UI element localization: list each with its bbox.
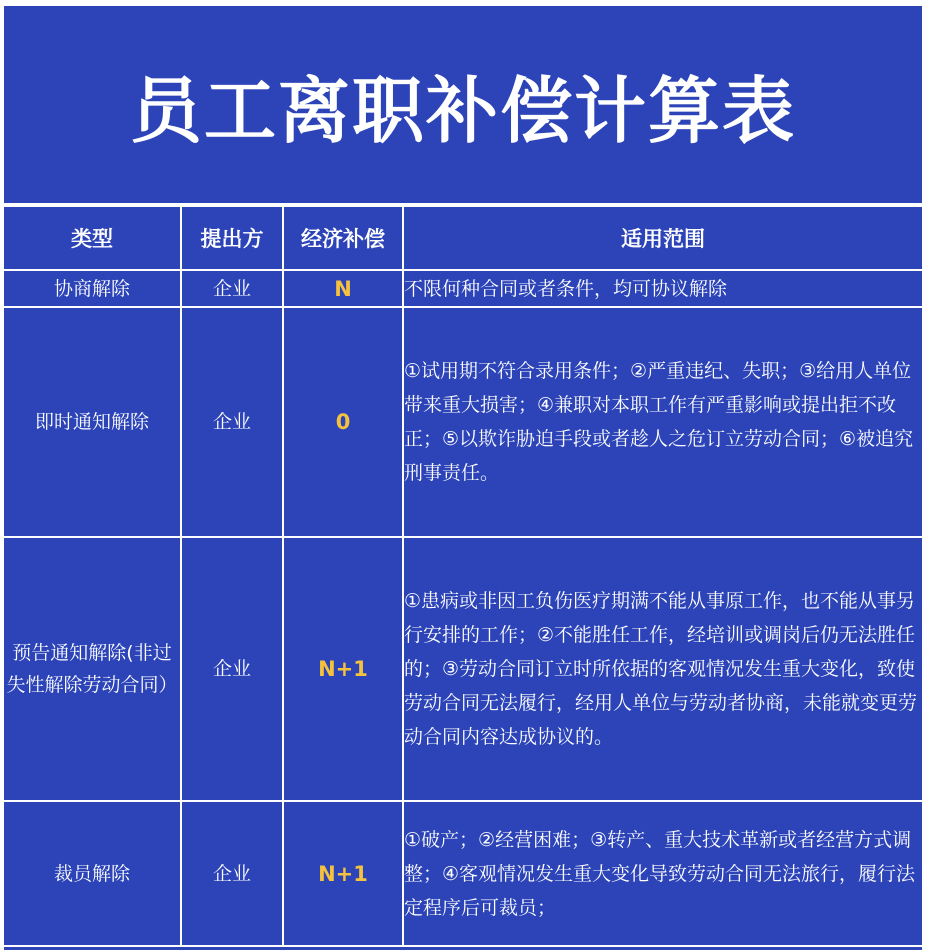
- header-party: 提出方: [181, 206, 283, 270]
- page-title: 员工离职补偿计算表: [4, 6, 922, 205]
- cell-compensation: 0: [283, 307, 403, 537]
- table-row: [4, 537, 922, 801]
- cell-compensation: N: [283, 270, 403, 307]
- cell-party: 企业: [181, 801, 283, 946]
- cell-scope: 不限何种合同或者条件，均可协议解除: [403, 270, 922, 307]
- compensation-table: [4, 205, 922, 947]
- cell-party: 企业: [181, 270, 283, 307]
- cell-compensation: N+1: [283, 801, 403, 946]
- table-row: [4, 270, 922, 307]
- cell-type: 预告通知解除(非过失性解除劳动合同）: [4, 537, 181, 801]
- cell-type: 即时通知解除: [4, 307, 181, 537]
- cell-compensation: N+1: [283, 537, 403, 801]
- cell-scope: ①试用期不符合录用条件；②严重违纪、失职；③给用人单位带来重大损害；④兼职对本职工作有严重影响或提出拒不改正；⑤以欺诈胁迫手段或者趁人之危订立劳动合同；⑥被追究刑事责任。: [403, 307, 922, 537]
- cell-party: 企业: [181, 307, 283, 537]
- cell-scope: ①破产；②经营困难；③转产、重大技术革新或者经营方式调整；④客观情况发生重大变化导致劳动合同无法旅行，履行法定程序后可裁员；: [403, 801, 922, 946]
- header-compensation: 经济补偿: [283, 206, 403, 270]
- table-row: [4, 801, 922, 946]
- header-scope: 适用范围: [403, 206, 922, 270]
- header-type: 类型: [4, 206, 181, 270]
- compensation-sheet: [4, 6, 922, 950]
- cell-scope: ①患病或非因工负伤医疗期满不能从事原工作，也不能从事另行安排的工作；②不能胜任工作，经培训或调岗后仍无法胜任的；③劳动合同订立时所依据的客观情况发生重大变化，致使劳动合同无法履行，经用人单位与劳动者协商，未能就变更劳动合同内容达成协议的。: [403, 537, 922, 801]
- cell-type: 裁员解除: [4, 801, 181, 946]
- cell-party: 企业: [181, 537, 283, 801]
- table-row: [4, 307, 922, 537]
- table-header-row: [4, 206, 922, 270]
- cell-type: 协商解除: [4, 270, 181, 307]
